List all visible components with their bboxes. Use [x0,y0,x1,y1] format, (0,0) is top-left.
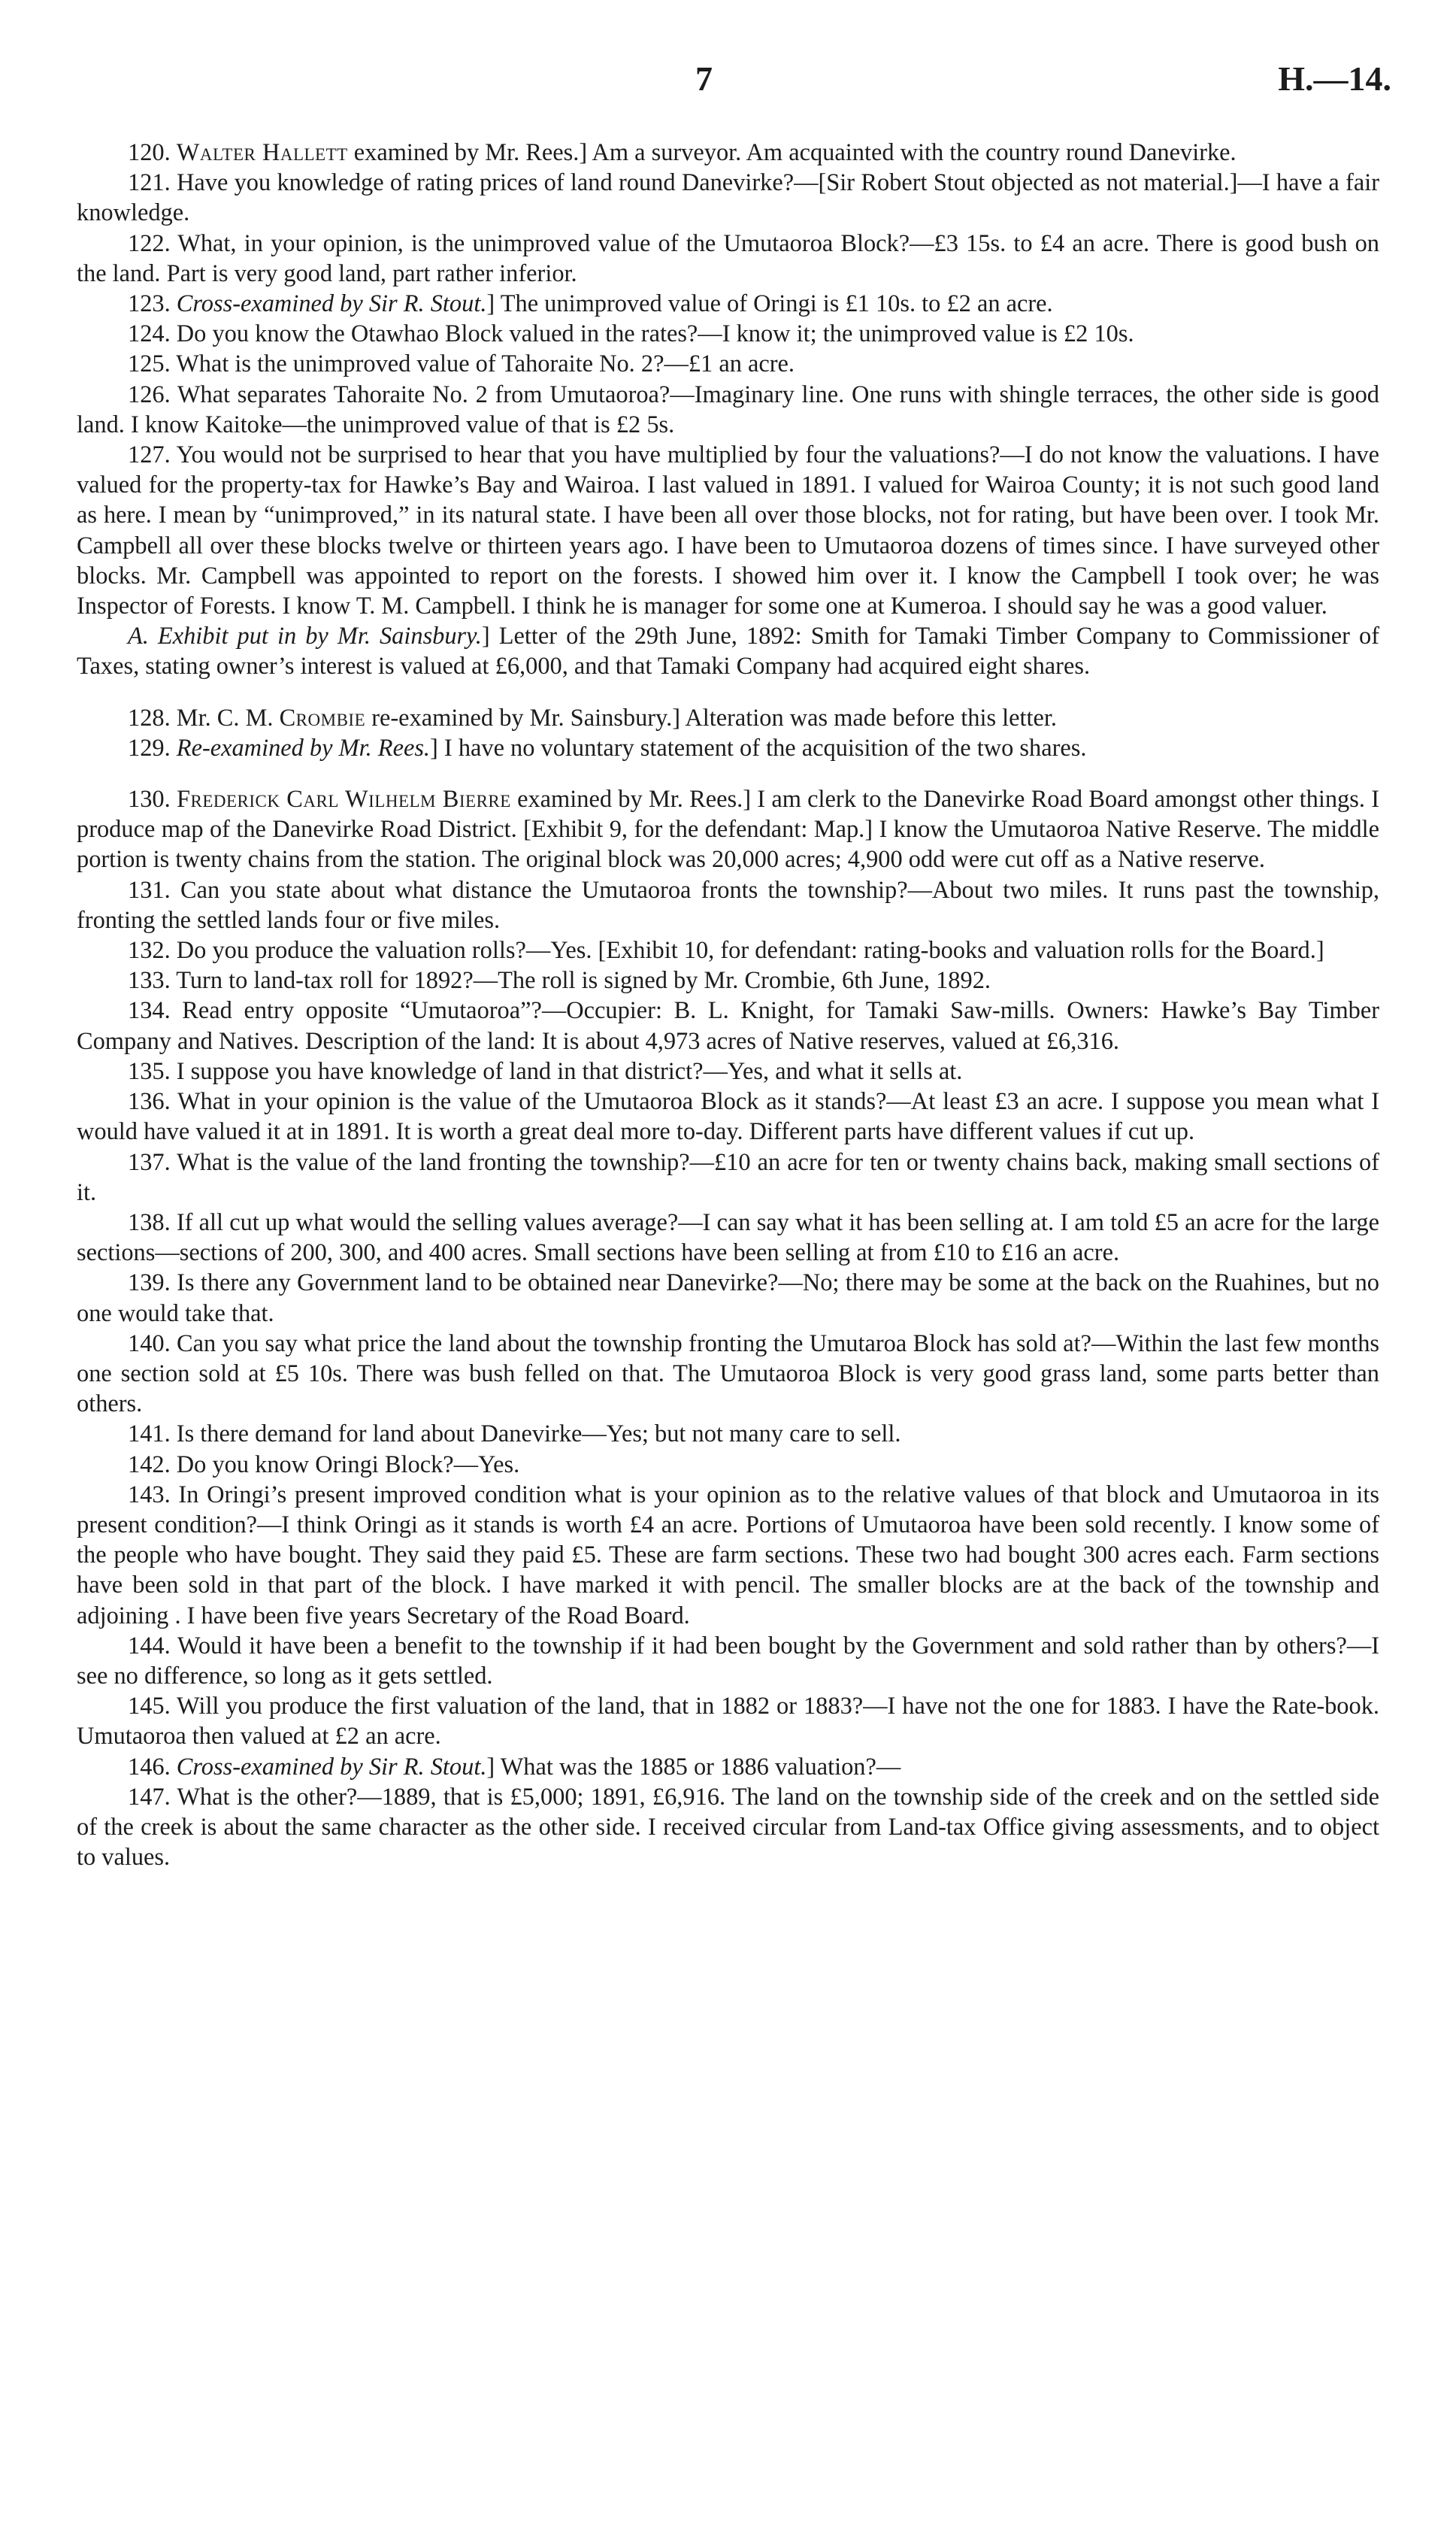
paragraph-text: 144. Would it have been a benefit to the township if it had been bought by the Government and sold rather than by others?—I see no difference, so long as it gets settled. [77,1632,1379,1690]
paragraph-127 [77,440,1379,621]
paragraph-text: 146. [128,1753,177,1781]
paragraph-text: examined by Mr. Rees.] Am a surveyor. Am acquainted with the country round Danevirke. [347,139,1237,166]
paragraph-128 [77,703,1379,733]
paragraph-133 [77,965,1379,996]
witness-name: Frederick Carl Wilhelm Bierre [176,786,511,814]
witness-name: Walter Hallett [176,139,348,166]
paragraph-124 [77,319,1379,349]
paragraph-text: 139. Is there any Government land to be obtained near Danevirke?—No; there may be some at the back on the Ruahines, but no one would take that. [77,1269,1379,1327]
paragraph-120 [77,138,1379,168]
paragraph-text: 131. Can you state about what distance the Umutaoroa fronts the township?—About two miles. It runs past the township, fronting the settled lands four or five miles. [77,876,1379,934]
paragraph-text: 122. What, in your opinion, is the unimproved value of the Umutaoroa Block?—£3 15s. to £4 an acre. There is good bush on the land. Part is very good land, part rather inferior. [77,229,1379,287]
paragraph-143 [77,1480,1379,1631]
paragraph-text: 137. What is the value of the land fronting the township?—£10 an acre for ten or twenty chains back, making small sections of it. [77,1148,1379,1206]
paragraph-text: 128. Mr. C. M. [128,704,280,732]
paragraph-text: 127. You would not be surprised to hear that you have multiplied by four the valuations?—I do not know the valuations. I have valued for the property-tax for Hawke’s Bay and Wairoa. I last valued in 1891. I valued for Wairoa County; it is not such good land as here. I mean by “unimproved,” in its natural state. I have been all over those blocks, not for rating, but have been over. I took Mr. Campbell all over these blocks twelve or thirteen years ago. I have been to Umutaoroa dozens of times since. I have surveyed other blocks. Mr. Campbell was appointed to report on the forests. I showed him over it. I know the Campbell I took over; he was Inspector of Forests. I know T. M. Campbell. I think he is manager for some one at Kumeroa. I should say he was a good valuer. [77,441,1379,620]
paragraph-125 [77,349,1379,379]
paragraph-text: 138. If all cut up what would the selling values average?—I can say what it has been selling at. I am told £5 an acre for the large sections—sections of 200, 300, and 400 acres. Small sections have been selling at from £10 to £16 an acre. [77,1208,1379,1267]
paragraph-141 [77,1419,1379,1449]
evidence-text [77,138,1379,1872]
paragraph-text: 134. Read entry opposite “Umutaoroa”?—Occupier: B. L. Knight, for Tamaki Saw-mills. Owners: Hawke’s Bay Timber Company and Natives. Description of the land: It is about 4,973 acres of Native reserves, valued at £6,316. [77,997,1379,1055]
paragraph-text: 147. What is the other?—1889, that is £5,000; 1891, £6,916. The land on the township side of the creek and on the settled side of the creek is about the same character as the other side. I received circular from Land-tax Office giving assessments, and to object to values. [77,1783,1379,1872]
paragraph-text: ] Letter of the 29th June, 1892: Smith for Tamaki Timber Company to Commissioner of Taxes, stating owner’s interest is valued at £6,000, and that Tamaki Company had acquired eight shares. [77,623,1379,680]
paragraph-text: 123. [128,290,177,318]
paragraph-130 [77,784,1379,875]
paragraph-126 [77,380,1379,440]
paragraph-text: 126. What separates Tahoraite No. 2 from Umutaoroa?—Imaginary line. One runs with shingle terraces, the other side is good land. I know Kaitoke—the unimproved value of that is £2 5s. [77,380,1379,438]
paragraph-134 [77,996,1379,1056]
witness-name: Crombie [279,704,366,732]
paragraph-129 [77,733,1379,763]
examination-note: Re-examined by Mr. Rees. [176,734,431,762]
document-code: H.—14. [1278,59,1391,98]
paragraph-text: 135. I suppose you have knowledge of land in that district?—Yes, and what it sells at. [128,1057,963,1085]
paragraph-122 [77,229,1379,289]
paragraph-139 [77,1268,1379,1328]
paragraph-140 [77,1329,1379,1420]
page-header [0,59,1456,104]
paragraph-142 [77,1450,1379,1480]
paragraph-text: ] The unimproved value of Oringi is £1 10s. to £2 an acre. [486,290,1053,318]
paragraph-text: ] I have no voluntary statement of the acquisition of the two shares. [430,734,1087,762]
paragraph-text: 141. Is there demand for land about Danevirke—Yes; but not many care to sell. [128,1420,901,1448]
paragraph-136 [77,1087,1379,1147]
paragraph-text: 124. Do you know the Otawhao Block valued in the rates?—I know it; the unimproved value is £2 10s. [128,320,1134,348]
paragraph-131 [77,875,1379,935]
paragraph-121 [77,168,1379,228]
paragraph-text: examined by Mr. Rees.] I am clerk to the Danevirke Road Board amongst other things. I produce map of the Danevirke Road District. [Exhibit 9, for the defendant: Map.] I know the Umutaoroa Native Reserve. The middle portion is twenty chains from the station. The original block was 20,000 acres; 4,900 odd were cut off as a Native reserve. [77,786,1379,874]
paragraph-A [77,621,1379,681]
paragraph-text: 143. In Oringi’s present improved condition what is your opinion as to the relative values of that block and Umutaoroa in its present condition?—I think Oringi as it stands is worth £4 an acre. Portions of Umutaoroa have been sold recently. I know some of the people who have bought. They said they paid £5. These are farm sections. These two had bought 300 acres each. Farm sections have been sold in that part of the block. I have marked it with pencil. The smaller blocks are at the back of the township and adjoining . I have been five years Secretary of the Road Board. [77,1481,1379,1629]
paragraph-text: re-examined by Mr. Sainsbury.] Alteration was made before this letter. [365,704,1058,732]
paragraph-text: 129. [128,734,177,762]
paragraph-text: 125. What is the unimproved value of Tahoraite No. 2?—£1 an acre. [128,350,795,378]
paragraph-137 [77,1147,1379,1208]
paragraph-text: 136. What in your opinion is the value of the Umutaoroa Block as it stands?—At least £3 an acre. I suppose you mean what I would have valued it at in 1891. It is worth a great deal more to-day. Different parts have different values if cut up. [77,1088,1379,1146]
paragraph-123 [77,289,1379,319]
paragraph-text: 132. Do you produce the valuation rolls?—Yes. [Exhibit 10, for defendant: rating-books and valuation rolls for the Board.] [128,937,1324,965]
paragraph-text: 133. Turn to land-tax roll for 1892?—The roll is signed by Mr. Crombie, 6th June, 1892. [128,967,991,995]
examination-note: Cross-examined by Sir R. Stout. [176,1753,487,1781]
paragraph-text: 140. Can you say what price the land about the township fronting the Umutaroa Block has sold at?—Within the last few months one section sold at £5 10s. There was bush felled on that. The Umutaoroa Block is very good grass land, some parts better than others. [77,1329,1379,1418]
paragraph-132 [77,935,1379,965]
paragraph-144 [77,1631,1379,1691]
paragraph-145 [77,1691,1379,1751]
paragraph-text: 142. Do you know Oringi Block?—Yes. [128,1450,520,1478]
paragraph-138 [77,1208,1379,1268]
examination-note: A. Exhibit put in by Mr. Sainsbury. [128,623,482,650]
paragraph-text: 145. Will you produce the first valuation of the land, that in 1882 or 1883?—I have not the one for 1883. I have the Rate-book. Umutaoroa then valued at £2 an acre. [77,1693,1379,1750]
paragraph-text: 120. [128,139,177,166]
page-number: 7 [695,59,713,98]
paragraph-135 [77,1056,1379,1087]
paragraph-147 [77,1782,1379,1873]
paragraph-text: ] What was the 1885 or 1886 valuation?— [486,1753,901,1781]
examination-note: Cross-examined by Sir R. Stout. [176,290,487,318]
paragraph-text: 130. [128,786,177,814]
paragraph-146 [77,1752,1379,1782]
paragraph-text: 121. Have you knowledge of rating prices of land round Danevirke?—[Sir Robert Stout objected as not material.]—I have a fair knowledge. [77,169,1379,227]
